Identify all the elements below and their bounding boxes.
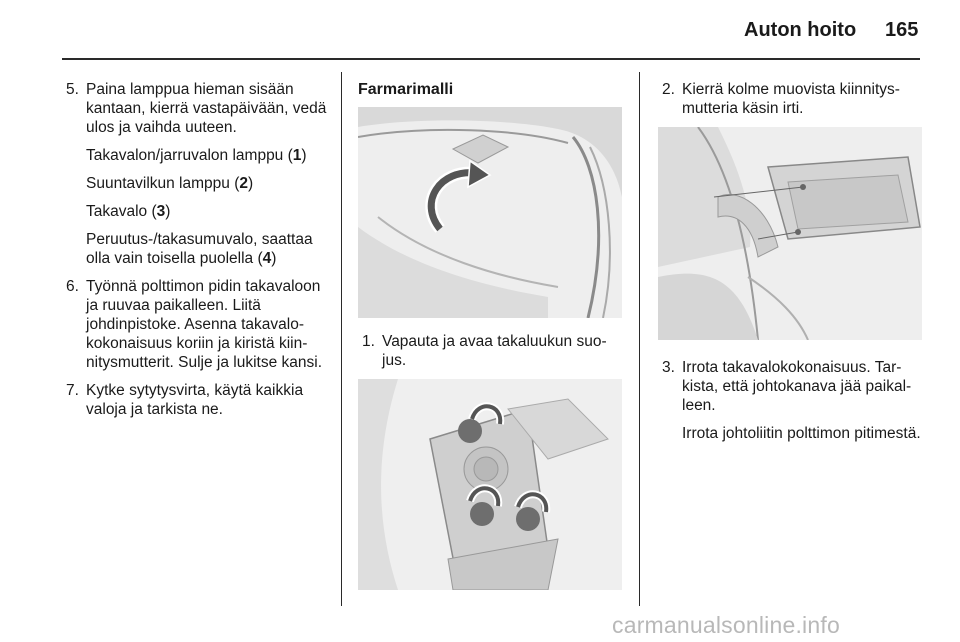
step-2 xyxy=(658,80,922,118)
step-3-note: Irrota johtoliitin polttimon pitimestä. xyxy=(682,425,921,442)
middle-column xyxy=(358,80,624,604)
illustration-tail-light-nuts xyxy=(658,127,922,340)
illustration-bulb-holders xyxy=(358,379,622,590)
lamp-item-4: Peruutus-/takasumuvalo, saattaa olla vain toisella puolella (4) xyxy=(86,231,313,267)
left-column xyxy=(62,80,334,428)
step-text: Kytke sytytysvirta, käytä kaikkia valoja ja tarkista ne. xyxy=(86,382,304,418)
step-number: 2. xyxy=(662,81,675,98)
step-text: Työnnä polttimon pidin takavaloon ja ruuvaa paikalleen. Liitä johdinpistoke. Asenna takavalokokonaisuus koriin ja kiristä kiinnitysmutterit. Sulje ja lukitse kansi. xyxy=(86,278,323,371)
step-number: 7. xyxy=(66,382,79,399)
lamp-item-1: Takavalon/jarruvalon lamppu (1) xyxy=(86,147,307,164)
watermark: carmanualsonline.info xyxy=(612,612,840,638)
illustration-tailgate-cover xyxy=(358,107,622,318)
lamp-item-3: Takavalo (3) xyxy=(86,203,171,220)
step-number: 5. xyxy=(66,81,79,98)
step-number: 6. xyxy=(66,278,79,295)
lamp-item-2: Suuntavilkun lamppu (2) xyxy=(86,175,254,192)
step-7 xyxy=(62,381,334,419)
step-text: Kierrä kolme muovista kiinnitysmutteria käsin irti. xyxy=(682,81,900,117)
column-divider-2 xyxy=(639,72,640,606)
column-divider-1 xyxy=(341,72,342,606)
step-text: Vapauta ja avaa takaluukun suojus. xyxy=(382,333,607,369)
step-6 xyxy=(62,277,334,372)
step-3 xyxy=(658,358,922,415)
step-1 xyxy=(358,332,624,370)
step-number: 3. xyxy=(662,359,675,376)
step-text: Paina lamppua hieman sisään kantaan, kierrä vastapäivään, vedä ulos ja vaihda uuteen. xyxy=(86,81,327,136)
right-column xyxy=(658,80,922,452)
step-number: 1. xyxy=(362,333,375,350)
page-number: 165 xyxy=(885,19,919,41)
section-title: Farmarimalli xyxy=(358,81,454,98)
chapter-title: Auton hoito xyxy=(744,19,857,41)
header-rule xyxy=(62,58,920,60)
step-5 xyxy=(62,80,334,137)
step-text: Irrota takavalokokonaisuus. Tarkista, että johtokanava jää paikalleen. xyxy=(682,359,912,414)
